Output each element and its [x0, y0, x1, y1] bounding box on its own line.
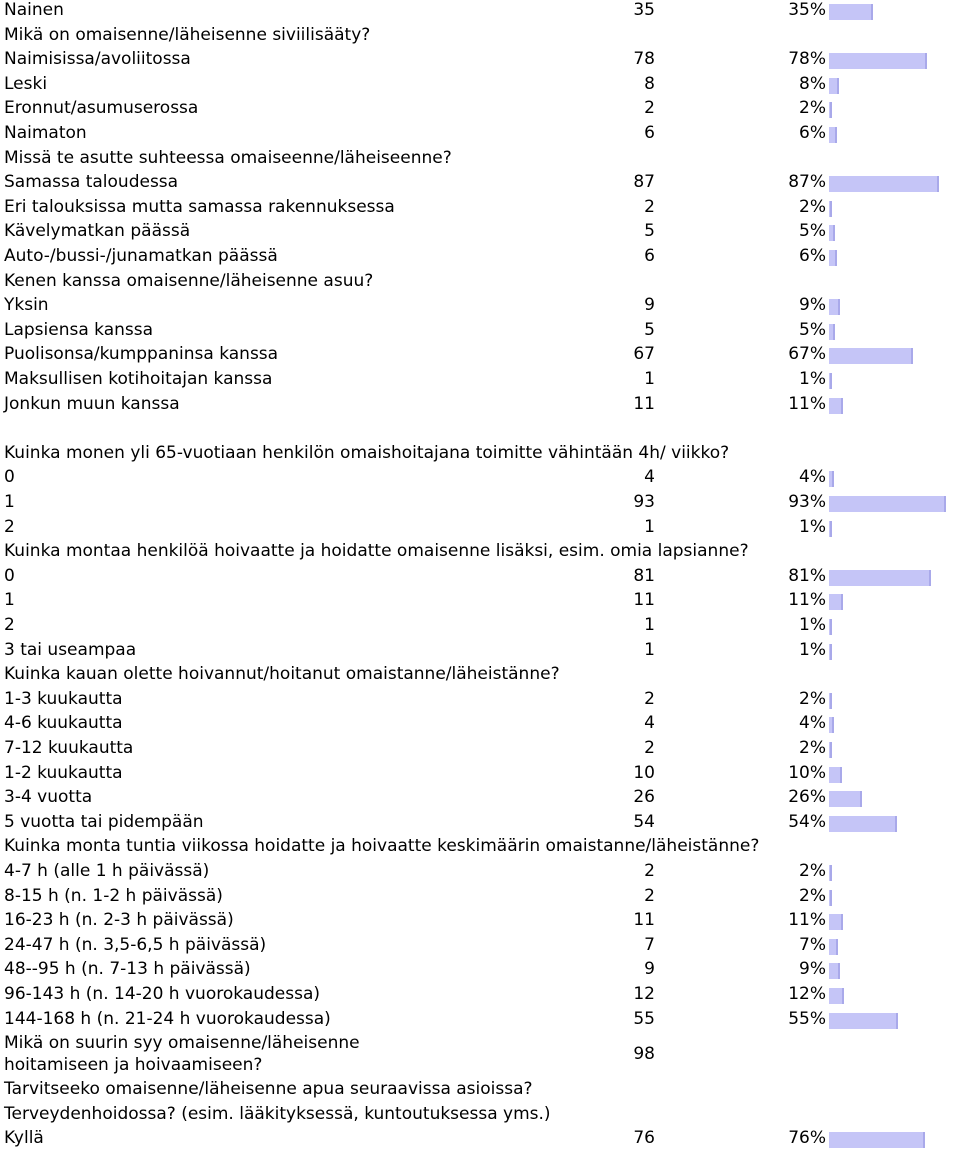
option-percent: 5% [799, 319, 826, 340]
option-percent: 2% [799, 98, 826, 119]
question-heading [0, 836, 960, 861]
percent-bar [829, 717, 834, 733]
option-label: 4-7 h (alle 1 h päivässä) [4, 861, 210, 881]
option-label: 7-12 kuukautta [4, 738, 134, 758]
option-count: 7 [644, 934, 655, 955]
option-percent: 87% [788, 172, 826, 193]
option-label: 0 [4, 467, 15, 488]
option-count: 5 [644, 319, 655, 340]
answer-option-row [0, 861, 960, 886]
option-label: 16-23 h (n. 2-3 h päivässä) [4, 910, 234, 931]
option-label: Leski [4, 73, 48, 94]
option-label: 3-4 vuotta [4, 787, 93, 808]
option-count: 2 [644, 738, 655, 758]
answer-option-row [0, 566, 960, 591]
percent-bar [829, 78, 839, 94]
option-count: 8 [644, 73, 655, 94]
option-count: 9 [644, 959, 655, 980]
percent-bar [829, 791, 862, 807]
answer-option-row [0, 738, 960, 763]
question-text: Kuinka monta tuntia viikossa hoidatte ja hoivaatte keskimäärin omaistanne/läheistänne? [4, 836, 760, 857]
option-label: Samassa taloudessa [4, 172, 179, 193]
answer-option-row [0, 517, 960, 542]
option-label: 5 vuotta tai pidempään [4, 811, 204, 832]
option-label: 96-143 h (n. 14-20 h vuorokaudessa) [4, 984, 320, 1004]
percent-bar [829, 865, 832, 881]
option-percent: 11% [788, 910, 826, 931]
answer-option-row [0, 640, 960, 665]
option-percent: 76% [788, 1128, 826, 1149]
option-percent: 9% [799, 295, 826, 316]
percent-bar [829, 398, 843, 414]
option-count: 6 [644, 123, 655, 143]
question-text: Kuinka montaa henkilöä hoivaatte ja hoidatte omaisenne lisäksi, esim. omia lapsianne? [4, 541, 749, 562]
option-percent: 1% [799, 516, 826, 537]
answer-option-row [0, 935, 960, 960]
percent-bar [829, 373, 832, 389]
answer-option-row [0, 320, 960, 345]
question-open-answer-row [0, 1033, 960, 1079]
question-text: Kuinka monen yli 65-vuotiaan henkilön omaishoitajana toimitte vähintään 4h/ viikko? [4, 442, 730, 463]
option-count: 26 [633, 787, 655, 808]
answer-option-row [0, 689, 960, 714]
option-percent: 4% [799, 467, 826, 488]
option-count: 1 [644, 639, 655, 660]
option-percent: 1% [799, 615, 826, 635]
answer-option-row [0, 886, 960, 911]
option-label: 1-3 kuukautta [4, 688, 123, 709]
question-text-line-2: hoitamiseen ja hoivaamiseen? [4, 1055, 263, 1076]
percent-bar [829, 939, 838, 955]
option-label: Naimaton [4, 123, 87, 143]
percent-bar [829, 963, 840, 979]
option-percent: 6% [799, 123, 826, 143]
option-percent: 6% [799, 246, 826, 266]
answer-count: 98 [633, 1044, 655, 1065]
question-heading [0, 443, 960, 468]
option-percent: 78% [788, 49, 826, 70]
option-percent: 2% [799, 861, 826, 881]
question-text: Terveydenhoidossa? (esim. lääkityksessä, kuntoutuksessa yms.) [4, 1103, 551, 1124]
option-percent: 93% [788, 492, 826, 512]
option-count: 76 [633, 1128, 655, 1149]
option-count: 4 [644, 713, 655, 734]
percent-bar [829, 594, 843, 610]
percent-bar [829, 324, 835, 340]
percent-bar [829, 1013, 898, 1029]
percent-bar [829, 1132, 925, 1148]
option-label: 144-168 h (n. 21-24 h vuorokaudessa) [4, 1008, 331, 1029]
answer-option-row [0, 172, 960, 197]
option-percent: 1% [799, 639, 826, 660]
percent-bar [829, 201, 832, 217]
percent-bar [829, 693, 832, 709]
option-count: 67 [633, 344, 655, 365]
percent-bar [829, 225, 835, 241]
answer-option-row [0, 713, 960, 738]
option-label: Puolisonsa/kumppaninsa kanssa [4, 344, 279, 365]
option-label: 0 [4, 565, 15, 586]
option-count: 55 [633, 1008, 655, 1029]
option-label: 1 [4, 492, 15, 512]
answer-option-row [0, 0, 960, 25]
option-label: Kyllä [4, 1128, 44, 1149]
option-label: Auto-/bussi-/junamatkan päässä [4, 246, 278, 266]
percent-bar [829, 742, 832, 758]
option-percent: 2% [799, 688, 826, 709]
percent-bar [829, 53, 927, 69]
answer-option-row [0, 295, 960, 320]
option-percent: 5% [799, 221, 826, 242]
option-count: 1 [644, 369, 655, 389]
option-percent: 81% [788, 565, 826, 586]
option-label: Maksullisen kotihoitajan kanssa [4, 369, 273, 389]
option-percent: 26% [788, 787, 826, 808]
answer-option-row [0, 49, 960, 74]
question-text-line-1: Mikä on suurin syy omaisenne/läheisenne [4, 1033, 360, 1054]
option-count: 5 [644, 221, 655, 242]
percent-bar [829, 521, 832, 537]
percent-bar [829, 619, 832, 635]
option-count: 81 [633, 565, 655, 586]
question-heading [0, 271, 960, 296]
option-count: 78 [633, 49, 655, 70]
percent-bar [829, 496, 946, 512]
answer-option-row [0, 615, 960, 640]
answer-option-row [0, 98, 960, 123]
question-text: Mikä on omaisenne/läheisenne siviilisääty? [4, 24, 371, 45]
option-percent: 4% [799, 713, 826, 734]
option-label: Yksin [4, 295, 49, 316]
option-count: 1 [644, 516, 655, 537]
option-percent: 35% [788, 0, 826, 20]
percent-bar [829, 299, 840, 315]
option-label: Jonkun muun kanssa [4, 393, 180, 414]
answer-option-row [0, 369, 960, 394]
option-label: Eri talouksissa mutta samassa rakennuksessa [4, 196, 395, 217]
row-spacer [0, 418, 960, 443]
option-percent: 54% [788, 811, 826, 832]
option-count: 11 [633, 910, 655, 931]
option-count: 11 [633, 393, 655, 414]
answer-option-row [0, 197, 960, 222]
option-count: 10 [633, 762, 655, 783]
answer-option-row [0, 492, 960, 517]
answer-option-row [0, 467, 960, 492]
question-heading [0, 1104, 960, 1129]
percent-bar [829, 988, 844, 1004]
option-label: Lapsiensa kanssa [4, 319, 154, 340]
option-label: Eronnut/asumuserossa [4, 98, 199, 119]
answer-option-row [0, 123, 960, 148]
option-percent: 7% [799, 934, 826, 955]
percent-bar [829, 348, 913, 364]
option-count: 2 [644, 885, 655, 906]
question-heading [0, 148, 960, 173]
option-percent: 2% [799, 196, 826, 217]
option-label: 3 tai useampaa [4, 639, 137, 660]
percent-bar [829, 816, 897, 832]
answer-option-row [0, 344, 960, 369]
option-percent: 55% [788, 1008, 826, 1029]
option-label: 1-2 kuukautta [4, 762, 123, 783]
option-count: 87 [633, 172, 655, 193]
question-heading [0, 1079, 960, 1104]
answer-option-row [0, 1009, 960, 1034]
answer-option-row [0, 910, 960, 935]
answer-option-row [0, 1128, 960, 1153]
option-count: 2 [644, 861, 655, 881]
answer-option-row [0, 812, 960, 837]
option-label: 24-47 h (n. 3,5-6,5 h päivässä) [4, 934, 267, 955]
option-label: 48--95 h (n. 7-13 h päivässä) [4, 959, 251, 980]
option-count: 2 [644, 98, 655, 119]
option-count: 11 [633, 590, 655, 611]
percent-bar [829, 890, 832, 906]
option-count: 4 [644, 467, 655, 488]
option-label: 1 [4, 590, 15, 611]
option-percent: 10% [788, 762, 826, 783]
option-count: 2 [644, 688, 655, 709]
percent-bar [829, 767, 842, 783]
question-heading [0, 541, 960, 566]
answer-option-row [0, 221, 960, 246]
question-text: Kuinka kauan olette hoivannut/hoitanut omaistanne/läheistänne? [4, 664, 560, 685]
option-percent: 2% [799, 885, 826, 906]
option-label: 2 [4, 516, 15, 537]
option-count: 9 [644, 295, 655, 316]
option-label: Nainen [4, 0, 64, 20]
option-label: Kävelymatkan päässä [4, 221, 191, 242]
percent-bar [829, 644, 832, 660]
option-count: 1 [644, 615, 655, 635]
question-heading [0, 25, 960, 50]
option-percent: 1% [799, 369, 826, 389]
percent-bar [829, 102, 832, 118]
answer-option-row [0, 763, 960, 788]
percent-bar [829, 570, 931, 586]
option-label: 2 [4, 615, 15, 635]
option-count: 6 [644, 246, 655, 266]
answer-option-row [0, 74, 960, 99]
option-count: 93 [633, 492, 655, 512]
answer-option-row [0, 959, 960, 984]
option-count: 2 [644, 196, 655, 217]
percent-bar [829, 176, 939, 192]
percent-bar [829, 250, 837, 266]
question-text: Kenen kanssa omaisenne/läheisenne asuu? [4, 270, 374, 291]
question-heading [0, 664, 960, 689]
option-percent: 67% [788, 344, 826, 365]
question-text: Missä te asutte suhteessa omaiseenne/läheiseenne? [4, 147, 452, 168]
option-count: 54 [633, 811, 655, 832]
option-label: Naimisissa/avoliitossa [4, 49, 191, 70]
answer-option-row [0, 394, 960, 419]
option-percent: 8% [799, 73, 826, 94]
percent-bar [829, 471, 834, 487]
option-label: 8-15 h (n. 1-2 h päivässä) [4, 885, 223, 906]
option-count: 12 [633, 984, 655, 1004]
answer-option-row [0, 246, 960, 271]
option-percent: 11% [788, 393, 826, 414]
percent-bar [829, 914, 843, 930]
option-percent: 9% [799, 959, 826, 980]
percent-bar [829, 127, 837, 143]
option-percent: 2% [799, 738, 826, 758]
answer-option-row [0, 590, 960, 615]
question-text: Tarvitseeko omaisenne/läheisenne apua seuraavissa asioissa? [4, 1079, 533, 1100]
option-percent: 12% [788, 984, 826, 1004]
percent-bar [829, 4, 873, 20]
answer-option-row [0, 984, 960, 1009]
option-label: 4-6 kuukautta [4, 713, 123, 734]
answer-option-row [0, 787, 960, 812]
option-count: 35 [633, 0, 655, 20]
option-percent: 11% [788, 590, 826, 611]
